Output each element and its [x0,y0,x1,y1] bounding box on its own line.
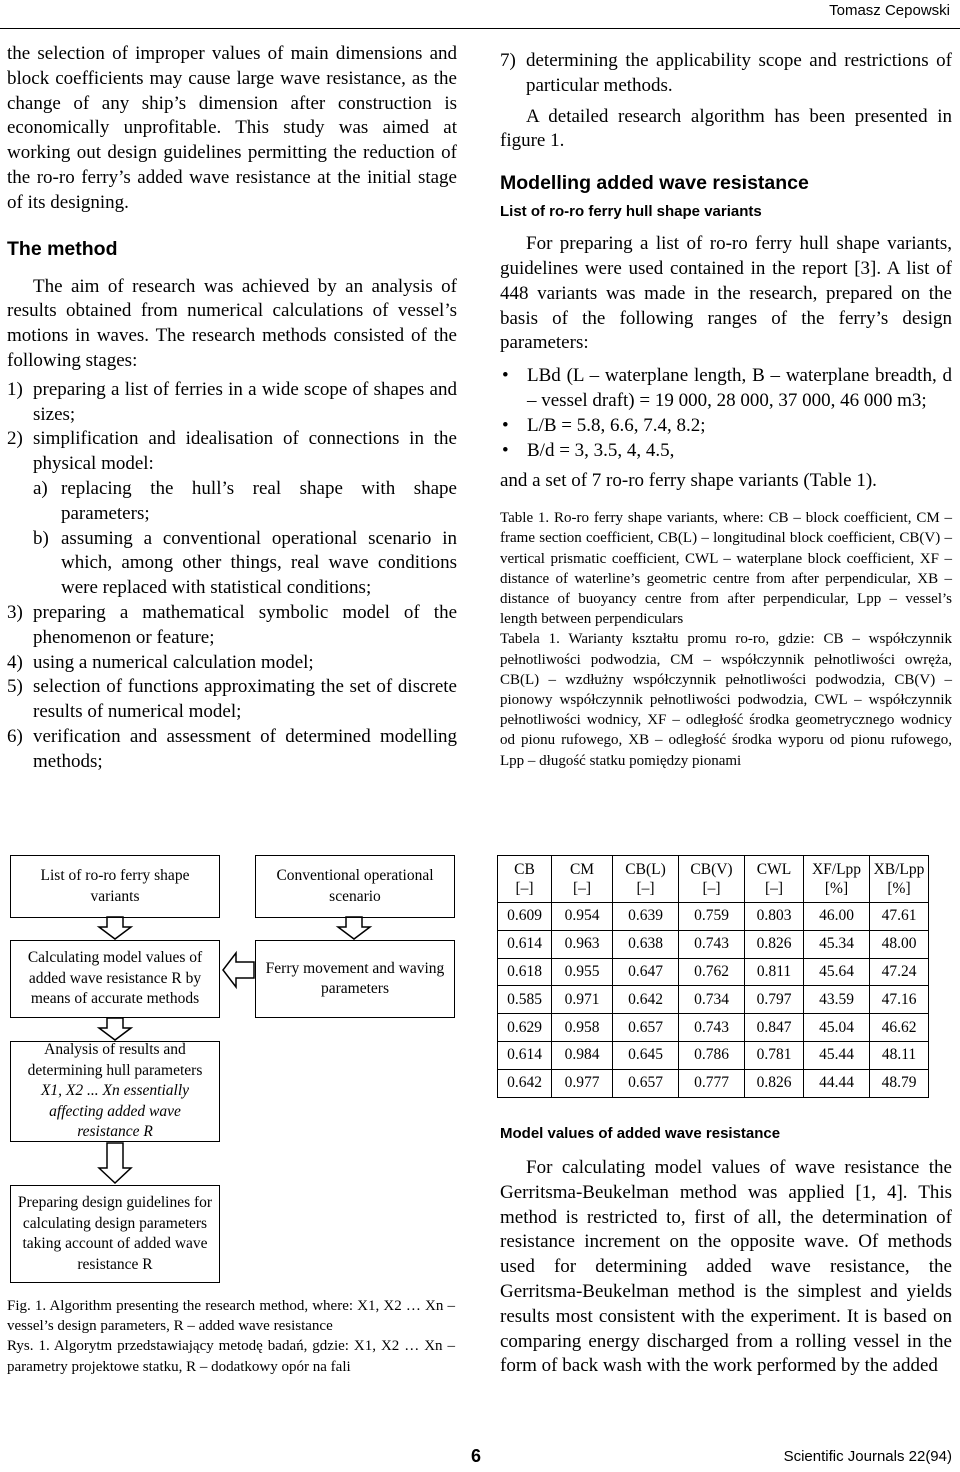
list-item: 5) selection of functions approximating the set of discrete results of numerical model; [7,676,457,723]
table-cell: 0.954 [552,903,613,931]
table-header-cell: CB(V) [–] [679,856,745,903]
table-header-cell: CB [–] [498,856,552,903]
table-cell: 0.955 [552,958,613,986]
table-cell: 0.963 [552,930,613,958]
table-cell: 0.958 [552,1014,613,1042]
table-cell: 0.645 [613,1041,679,1069]
table-cell: 0.639 [613,903,679,931]
table-cell: 0.642 [498,1069,552,1097]
table-row [498,930,929,958]
table-cell: 45.44 [804,1041,870,1069]
flow-box-guidelines: Preparing design guidelines for calculating design parameters taking account of added wave resistance R [10,1185,220,1283]
table-cell: 0.811 [745,958,804,986]
left-column [7,42,457,775]
table-cell: 0.614 [498,930,552,958]
table-row [498,1014,929,1042]
table-cell: 0.642 [613,986,679,1014]
down-arrow-icon [338,917,370,939]
list-item: 3) preparing a mathematical symbolic model of the phenomenon or feature; [7,601,457,648]
table-cell: 47.16 [870,986,929,1014]
table-cell: 43.59 [804,986,870,1014]
list-item: b) assuming a conventional operational scenario in which, among other things, real wave conditions were replaced with statistical conditions; [33,527,457,599]
flow-box-calculating: Calculating model values of added wave resistance R by means of accurate methods [10,940,220,1018]
table-cell: 48.11 [870,1041,929,1069]
table-row [498,958,929,986]
table-cell: 0.781 [745,1041,804,1069]
list-paragraph: For preparing a list of ro-ro ferry hull shape variants, guidelines were used contained in the report [3]. A list of 448 variants was made in the research, prepared on the basis of the following ranges of the ferry’s design parameters: [500,233,952,354]
table-cell: 0.743 [679,1014,745,1042]
table-caption-en: Table 1. Ro-ro ferry shape variants, where: CB – block coefficient, CM – frame section coefficient, CB(L) – longitudinal block coefficient, CB(V) – vertical prismatic coefficient, CWL – waterplane block coefficient, XF – distance of waterline’s geometric centre from after perpendicular, XB – distance of buoyancy centre from after perpendicular, Lpp – vessel’s length between perpendiculars [500,510,952,628]
table-header-cell: XB/Lpp [%] [870,856,929,903]
right-column [500,49,952,771]
list-item: 7) determining the applicability scope and restrictions of particular methods. [500,50,952,96]
table-cell: 0.977 [552,1069,613,1097]
table-cell: 0.971 [552,986,613,1014]
flow-box-shape-variants: List of ro-ro ferry shape variants [10,855,220,918]
table-cell: 0.803 [745,903,804,931]
figure-caption [7,1296,455,1377]
table-cell: 0.638 [613,930,679,958]
list-item: • L/B = 5.8, 6.6, 7.4, 8.2; [502,414,706,436]
list-item: • B/d = 3, 3.5, 4, 4.5, [502,439,675,461]
flow-box-analysis: Analysis of results and determining hull parameters X1, X2 ... Xn essentially affecting added wave resistance R [10,1041,220,1142]
list-item: 1) preparing a list of ferries in a wide scope of shapes and sizes; [7,378,457,425]
method-heading: The method [7,237,118,260]
table-header-cell: CM [–] [552,856,613,903]
table-body [498,903,929,1098]
list-item: a) replacing the hull’s real shape with shape parameters; [33,477,457,524]
list-heading: List of ro-ro ferry hull shape variants [500,203,762,221]
table-header-row [498,856,929,903]
table-cell: 48.79 [870,1069,929,1097]
list-item: • LBd (L – waterplane length, B – waterplane breadth, d – vessel draft) = 19 000, 28 000, 37 000, 46 000 m3; [502,365,952,411]
algorithm-paragraph: A detailed research algorithm has been presented in figure 1. [500,105,952,152]
table-cell: 0.786 [679,1041,745,1069]
list-item: 4) using a numerical calculation model; [7,651,314,673]
stages-list [7,378,457,477]
table-cell: 45.34 [804,930,870,958]
variants-sentence: and a set of 7 ro-ro ferry shape variants (Table 1). [500,470,877,492]
intro-paragraph: the selection of improper values of main dimensions and block coefficients may cause large wave resistance, as the change of any ship’s dimension after construction is economically unprofitable. This study was aimed at working out design guidelines permitting the reduction of the ro-ro ferry’s added wave resistance at the initial stage of its designing. [7,43,457,213]
parameter-list [500,364,952,463]
table-row [498,1069,929,1097]
variants-table [497,855,929,1098]
table-caption-pl: Tabela 1. Warianty kształtu promu ro-ro, gdzie: CB – współczynnik pełnotliwości podwodzia, CM – współczynnik pełnotliwości owręża, CB(L) – wzdłużny współczynnik pełnotliwości podwodzia, CB(V) – pionowy współczynnik pełnotliwości podwodzia, CWL – współczynnik pełnotliwości wodnicy, XF – odległość środka geometrycznego wodnicy od pionu rufowego, XB – odległość środka wyporu od pionu rufowego, Lpp – długość statku pomiędzy pionami [500,631,952,769]
table-cell: 0.826 [745,1069,804,1097]
table-cell: 47.61 [870,903,929,931]
table-cell: 0.847 [745,1014,804,1042]
flow-box-ferry-movement: Ferry movement and waving parameters [255,940,455,1018]
flow-box-scenario: Conventional operational scenario [255,855,455,918]
values-heading: Model values of added wave resistance [500,1125,781,1142]
table-cell: 44.44 [804,1069,870,1097]
table-row [498,1041,929,1069]
table-cell: 0.614 [498,1041,552,1069]
table-cell: 0.629 [498,1014,552,1042]
values-paragraph: For calculating model values of wave resistance the Gerritsma-Beukelman method was applied [1, 4]. This method is restricted to, first of all, the determination of resistance increment on the opposite wave. Of methods used for determining added wave resistance, the Gerritsma-Beukelman method is the simplest and yields results most consistent with the experiment. It is based on comparing energy discharged from a rolling vessel in the form of back wash with the work performed by the added [500,1157,952,1377]
table-cell: 0.609 [498,903,552,931]
table-cell: 0.734 [679,986,745,1014]
table-cell: 0.657 [613,1069,679,1097]
table-cell: 0.743 [679,930,745,958]
method-paragraph: The aim of research was achieved by an analysis of results obtained from numerical calculations of vessel’s motions in waves. The research methods consisted of the following stages: [7,275,457,371]
table-cell: 0.762 [679,958,745,986]
page-number: 6 [471,1446,482,1466]
table-row [498,903,929,931]
substages-list [7,477,457,601]
table-header-cell: CB(L) [–] [613,856,679,903]
list-item: 2) simplification and idealisation of connections in the physical model: [7,428,457,475]
modelling-heading: Modelling added wave resistance [500,172,809,195]
table-cell: 0.647 [613,958,679,986]
left-arrow-icon [223,953,254,987]
stage7-list [500,49,952,99]
header-author: Tomasz Cepowski [829,2,950,19]
journal-name: Scientific Journals 22(94) [783,1448,952,1465]
table-cell: 46.62 [870,1014,929,1042]
table-row [498,986,929,1014]
table-cell: 0.984 [552,1041,613,1069]
table-cell: 0.657 [613,1014,679,1042]
header-rule [0,28,960,29]
table-cell: 0.585 [498,986,552,1014]
table-cell: 0.797 [745,986,804,1014]
down-arrow-icon [99,917,131,939]
table-cell: 46.00 [804,903,870,931]
stages-list-continued [7,601,457,775]
table-cell: 0.826 [745,930,804,958]
table-header-cell: XF/Lpp [%] [804,856,870,903]
table-cell: 0.759 [679,903,745,931]
table-cell: 47.24 [870,958,929,986]
values-section [500,1125,952,1379]
table-cell: 0.618 [498,958,552,986]
list-item: 6) verification and assessment of determined modelling methods; [7,725,457,772]
down-arrow-icon [99,1018,131,1040]
table-cell: 48.00 [870,930,929,958]
table-cell: 45.04 [804,1014,870,1042]
table-cell: 45.64 [804,958,870,986]
figure-caption-pl: Rys. 1. Algorytm przedstawiający metodę badań, gdzie: X1, X2 … Xn – parametry projektowe statku, R – dodatkowy opór na fali [7,1338,455,1375]
table-cell: 0.777 [679,1069,745,1097]
table-header-cell: CWL [–] [745,856,804,903]
figure-caption-en: Fig. 1. Algorithm presenting the research method, where: X1, X2 … Xn – vessel’s design parameters, R – added wave resistance [7,1298,455,1335]
down-arrow-icon [99,1143,131,1183]
